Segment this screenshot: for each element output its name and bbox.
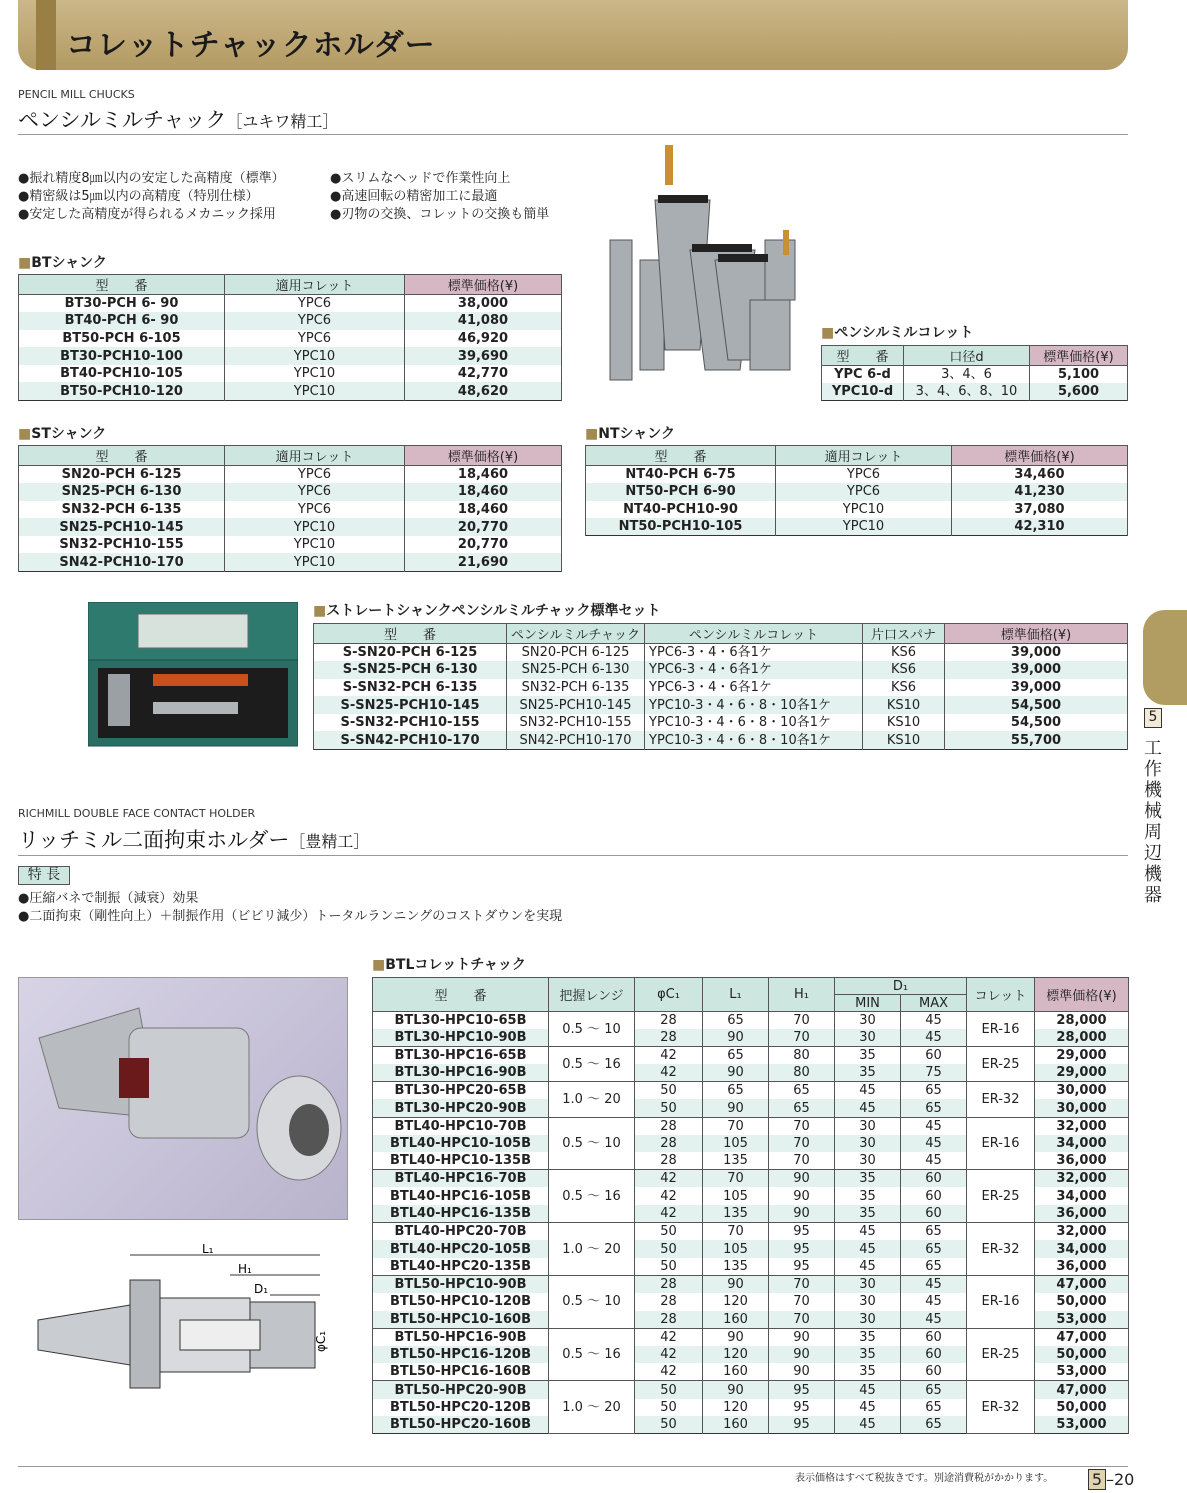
dim-c1: φC₁	[314, 1330, 328, 1352]
features1: ●振れ精度8㎛以内の安定した高精度（標準） ●スリムなヘッドで作業性向上 ●精密級は5㎛以内の高精度（特別仕様） ●高速回転の精密加工に最適 ●安定した高精度が得られるメカニック採用 ●刃物の交換、コレットの交換も簡単	[18, 171, 550, 222]
footer-note: 表示価格はすべて税抜きです。別途消費税がかかります。	[795, 1473, 1054, 1484]
table-row: BTL50-HPC10-120B 28 120 70 30 45 50,000	[373, 1293, 1129, 1311]
table-row: BTL50-HPC10-90B 0.5 ～ 10 28 90 70 30 45 ER-16 47,000	[373, 1275, 1129, 1293]
st-table: 型 番 適用コレット 標準価格(¥) SN20-PCH 6-125 YPC6 18,460 SN25-PCH 6-130 YPC6 18,460 SN32-PCH 6-135 YPC6 18,460 SN25-PCH10-145 YPC10 20,770 SN32-PCH10-155 YPC10 20,770 SN42-PCH10-170 YPC10 21,690	[18, 445, 562, 572]
side-chapter-text: 工作機械周辺機器	[1144, 738, 1162, 906]
page-title: コレットチャックホルダー	[66, 28, 436, 63]
table-row: BTL40-HPC10-70B 0.5 ～ 10 28 70 70 30 45 ER-16 32,000	[373, 1117, 1129, 1135]
set-case-photo	[88, 602, 298, 747]
table-row: BTL50-HPC16-90B 0.5 ～ 16 42 90 90 35 60 ER-25 47,000	[373, 1328, 1129, 1346]
page-number: 5 –20	[1088, 1469, 1134, 1490]
table-row: YPC10-d 3、4、6、8、10 5,600	[822, 383, 1128, 401]
table-row: BTL30-HPC10-90B 28 90 70 30 45 28,000	[373, 1029, 1129, 1047]
table-row: SN32-PCH 6-135 YPC6 18,460	[19, 501, 562, 519]
bt-table: 型 番 適用コレット 標準価格(¥) BT30-PCH 6- 90 YPC6 38,000 BT40-PCH 6- 90 YPC6 41,080 BT50-PCH 6-105 YPC6 46,920 BT30-PCH10-100 YPC10 39,690 BT40-PCH10-105 YPC10 42,770 BT50-PCH10-120 YPC10 48,620	[18, 274, 562, 401]
table-row: BTL40-HPC20-105B 50 105 95 45 65 34,000	[373, 1240, 1129, 1258]
table-row: BTL50-HPC20-160B 50 160 95 45 65 53,000	[373, 1416, 1129, 1434]
collet-table: 型 番 口径d 標準価格(¥) YPC 6-d 3、4、6 5,100 YPC10-d 3、4、6、8、10 5,600	[821, 345, 1128, 401]
table-row: SN20-PCH 6-125 YPC6 18,460	[19, 466, 562, 484]
table-row: BTL40-HPC20-135B 50 135 95 45 65 36,000	[373, 1258, 1129, 1276]
table-row: BTL50-HPC20-120B 50 120 95 45 65 50,000	[373, 1399, 1129, 1417]
table-row: SN32-PCH10-155 YPC10 20,770	[19, 536, 562, 554]
table-row: BT50-PCH10-120 YPC10 48,620	[19, 382, 562, 400]
table-row: S-SN25-PCH10-145 SN25-PCH10-145 YPC10-3・4・6・8・10各1ケ KS10 54,500	[314, 696, 1128, 714]
pencil-mill-chucks-photo	[600, 140, 815, 390]
table-row: S-SN32-PCH 6-135 SN32-PCH 6-135 YPC6-3・4・6各1ケ KS6 39,000	[314, 679, 1128, 697]
table-row: S-SN42-PCH10-170 SN42-PCH10-170 YPC10-3・4・6・8・10各1ケ KS10 55,700	[314, 731, 1128, 749]
table-row: BTL50-HPC10-160B 28 160 70 30 45 53,000	[373, 1311, 1129, 1329]
nt-title: ■ NTシャンク	[585, 423, 675, 443]
section1-rule	[18, 134, 1128, 135]
set-title: ■ ストレートシャンクペンシルミルチャック標準セット	[313, 600, 661, 620]
btl-holder-photo	[18, 977, 348, 1220]
side-chapter-number: 5	[1144, 708, 1162, 728]
table-row: BTL50-HPC20-90B 1.0 ～ 20 50 90 95 45 65 ER-32 47,000	[373, 1381, 1129, 1399]
table-row: BTL30-HPC20-65B 1.0 ～ 20 50 65 65 45 65 ER-32 30,000	[373, 1082, 1129, 1100]
table-row: BT30-PCH10-100 YPC10 39,690	[19, 347, 562, 365]
table-row: SN25-PCH10-145 YPC10 20,770	[19, 518, 562, 536]
table-row: NT50-PCH10-105 YPC10 42,310	[586, 518, 1128, 536]
section2-en: RICHMILL DOUBLE FACE CONTACT HOLDER	[18, 807, 256, 820]
section2-title: リッチミル二面拘束ホルダー［豊精工］	[18, 828, 370, 852]
feature-tag: 特 長	[18, 866, 70, 885]
btl-title: ■ BTLコレットチャック	[372, 954, 526, 974]
footer-rule	[18, 1466, 1128, 1467]
st-title: ■ STシャンク	[18, 423, 106, 443]
table-row: BTL30-HPC16-90B 42 90 80 35 75 29,000	[373, 1064, 1129, 1082]
table-row: BT50-PCH 6-105 YPC6 46,920	[19, 330, 562, 348]
table-row: BTL40-HPC10-135B 28 135 70 30 45 36,000	[373, 1152, 1129, 1170]
dim-d1: D₁	[254, 1282, 269, 1296]
nt-table: 型 番 適用コレット 標準価格(¥) NT40-PCH 6-75 YPC6 34,460 NT50-PCH 6-90 YPC6 41,230 NT40-PCH10-90 YPC10 37,080 NT50-PCH10-105 YPC10 42,310	[585, 445, 1128, 536]
table-row: BT30-PCH 6- 90 YPC6 38,000	[19, 295, 562, 313]
table-row: BTL40-HPC10-105B 28 105 70 30 45 34,000	[373, 1135, 1129, 1153]
table-row: BTL40-HPC16-135B 42 135 90 35 60 36,000	[373, 1205, 1129, 1223]
set-table: 型 番 ペンシルミルチャック ペンシルミルコレット 片口スパナ 標準価格(¥) S-SN20-PCH 6-125 SN20-PCH 6-125 YPC6-3・4・6各1ケ KS6 39,000 S-SN25-PCH 6-130 SN25-PCH 6-130 YPC6-3・4・6各1ケ KS6 39,000 S-SN32-PCH 6-135 SN32-PCH 6-135 YPC6-3・4・6各1ケ KS6 39,000 S-SN25-PCH10-145 SN25-PCH10-145 YPC10-3・4・6・8・10各1ケ KS10 54,500 S-SN32-PCH10-155 SN32-PCH10-155 YPC10-3・4・6・8・10各1ケ KS10 54,500 S-SN42-PCH10-170 SN42-PCH10-170 YPC10-3・4・6・8・10各1ケ KS10 55,700	[313, 623, 1128, 750]
side-tab	[1143, 610, 1187, 705]
table-row: BT40-PCH 6- 90 YPC6 41,080	[19, 312, 562, 330]
table-row: BTL30-HPC16-65B 0.5 ～ 16 42 65 80 35 60 ER-25 29,000	[373, 1047, 1129, 1065]
btl-table: 型 番 把握レンジ φC₁ L₁ H₁ D₁ コレット 標準価格(¥) MIN MAX BTL30-HPC10-65B 0.5 ～ 10 28 65 70 30 45 ER-16 28,000 BTL30-HPC10-90B 28 90 70 30 45 28,000 BTL30-HPC16-65B 0.5 ～ 16 42 65 80 35 60 ER-25 29,000 BTL30-HPC16-90B 42 90 80 35 75 29,000 BTL30-HPC20-65B 1.0 ～ 20 50 65 65 45 65 ER-32 30,000 BTL30-HPC20-90B 50 90 65 45 65 30,000 BTL40-HPC10-70B 0.5 ～ 10 28 70 70 30 45 ER-16 32,000 BTL40-HPC10-105B 28 105 70 30 45 34,000 BTL40-HPC10-135B 28 135 70 30 45 36,000 BTL40-HPC16-70B 0.5 ～ 16 42 70 90 35 60 ER-25 32,000 BTL40-HPC16-105B 42 105 90 35 60 34,000 BTL40-HPC16-135B 42 135 90 35 60 36,000 BTL40-HPC20-70B 1.0 ～ 20 50 70 95 45 65 ER-32 32,000 BTL40-HPC20-105B 50 105 95 45 65 34,000 BTL40-HPC20-135B 50 135 95 45 65 36,000 BTL50-HPC10-90B 0.5 ～ 10 28 90 70 30 45 ER-16 47,000 BTL50-HPC10-120B 28 120 70 30 45 50,000 BTL50-HPC10-160B 28 160 70 30 45 53,000 BTL50-HPC16-90B 0.5 ～ 16 42 90 90 35 60 ER-25 47,000 BTL50-HPC16-120B 42 120 90 35 60 50,000 BTL50-HPC16-160B 42 160 90 35 60 53,000 BTL50-HPC20-90B 1.0 ～ 20 50 90 95 45 65 ER-32 47,000 BTL50-HPC20-120B 50 120 95 45 65 50,000 BTL50-HPC20-160B 50 160 95 45 65 53,000	[372, 977, 1129, 1434]
table-row: BTL30-HPC10-65B 0.5 ～ 10 28 65 70 30 45 ER-16 28,000	[373, 1012, 1129, 1030]
table-row: YPC 6-d 3、4、6 5,100	[822, 366, 1128, 384]
section1-title: ペンシルミルチャック［ユキワ精工］	[18, 108, 339, 132]
table-row: SN42-PCH10-170 YPC10 21,690	[19, 553, 562, 571]
dim-h1: H₁	[238, 1262, 252, 1276]
table-row: BTL40-HPC20-70B 1.0 ～ 20 50 70 95 45 65 ER-32 32,000	[373, 1223, 1129, 1241]
table-row: NT40-PCH 6-75 YPC6 34,460	[586, 466, 1128, 484]
table-row: BTL50-HPC16-160B 42 160 90 35 60 53,000	[373, 1363, 1129, 1381]
table-row: BTL40-HPC16-105B 42 105 90 35 60 34,000	[373, 1187, 1129, 1205]
table-row: NT40-PCH10-90 YPC10 37,080	[586, 501, 1128, 519]
table-row: SN25-PCH 6-130 YPC6 18,460	[19, 483, 562, 501]
table-row: BTL30-HPC20-90B 50 90 65 45 65 30,000	[373, 1099, 1129, 1117]
collet-title: ■ ペンシルミルコレット	[821, 322, 973, 342]
table-row: S-SN20-PCH 6-125 SN20-PCH 6-125 YPC6-3・4・6各1ケ KS6 39,000	[314, 644, 1128, 662]
table-row: BTL50-HPC16-120B 42 120 90 35 60 50,000	[373, 1346, 1129, 1364]
btl-dimension-diagram	[30, 1240, 350, 1400]
table-row: BTL40-HPC16-70B 0.5 ～ 16 42 70 90 35 60 ER-25 32,000	[373, 1170, 1129, 1188]
table-row: S-SN25-PCH 6-130 SN25-PCH 6-130 YPC6-3・4・6各1ケ KS6 39,000	[314, 661, 1128, 679]
header-accent	[36, 0, 56, 70]
features2: ●圧縮バネで制振（減衰）効果 ●二面拘束（剛性向上）＋制振作用（ビビリ減少）トータルランニングのコストダウンを実現	[18, 891, 563, 924]
table-row: BT40-PCH10-105 YPC10 42,770	[19, 365, 562, 383]
table-row: S-SN32-PCH10-155 SN32-PCH10-155 YPC10-3・4・6・8・10各1ケ KS10 54,500	[314, 714, 1128, 732]
section1-en: PENCIL MILL CHUCKS	[18, 88, 135, 101]
bt-title: ■ BTシャンク	[18, 252, 107, 272]
section2-rule	[18, 855, 1128, 856]
table-row: NT50-PCH 6-90 YPC6 41,230	[586, 483, 1128, 501]
dim-l1: L₁	[202, 1242, 214, 1256]
